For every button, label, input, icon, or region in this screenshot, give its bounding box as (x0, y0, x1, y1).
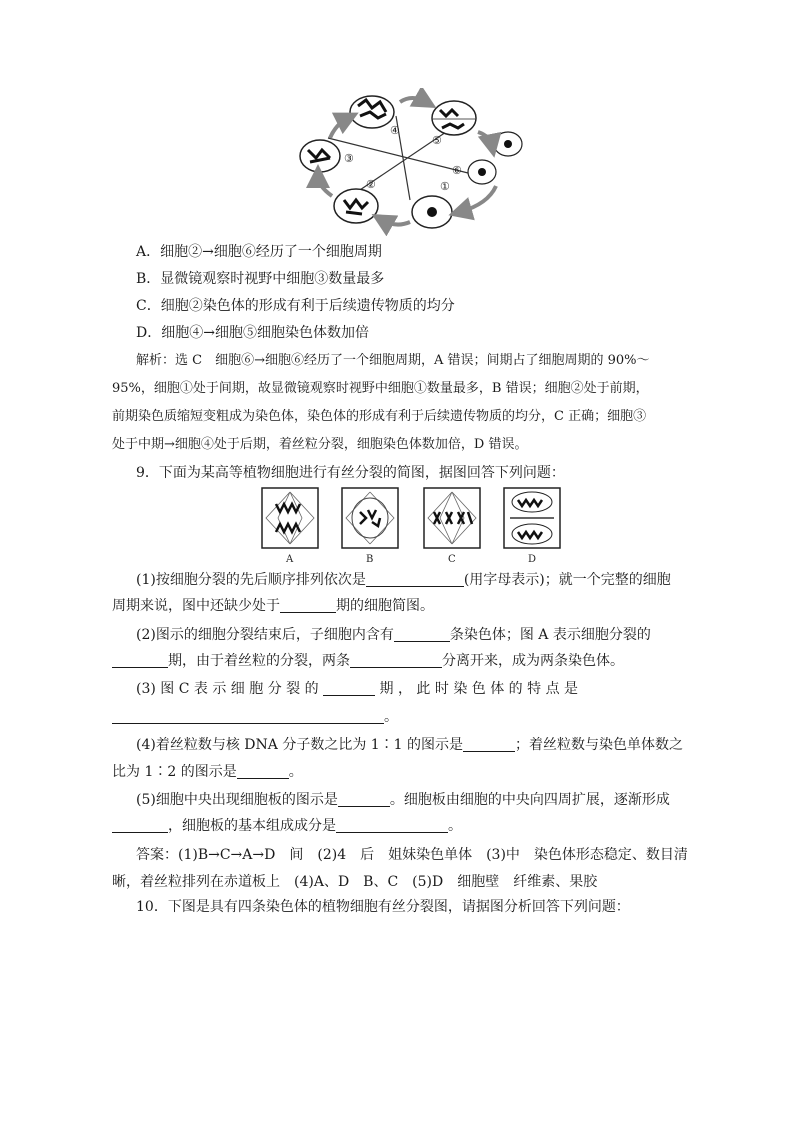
cell-1 (412, 196, 452, 228)
label-a: A (286, 554, 294, 565)
cell-4 (350, 96, 394, 128)
q9-stem: 9．下面为某高等植物细胞进行有丝分裂的简图，据图回答下列问题： (136, 465, 565, 481)
label-4: ④ (390, 124, 400, 137)
label-b: B (366, 554, 374, 565)
label-3: ③ (344, 152, 354, 165)
blank-3-feature[interactable] (112, 707, 384, 724)
option-c: C．细胞②染色体的形成有利于后续遗传物质的均分 (136, 298, 455, 314)
analysis-line-3: 前期染色质缩短变粗成为染色体，染色体的形成有利于后续遗传物质的均分，C 正确；细胞③ (112, 409, 647, 424)
label-5: ⑤ (432, 134, 442, 147)
blank-5-form[interactable] (112, 816, 168, 833)
q9-part4-line2: 比为 1∶2 的图示是 。 (112, 764, 303, 780)
label-d: D (528, 554, 537, 565)
option-a: A．细胞②→细胞⑥经历了一个细胞周期 (136, 244, 382, 260)
option-b: B．显微镜观察时视野中细胞③数量最多 (136, 271, 385, 287)
blank-5-composition[interactable] (336, 816, 448, 833)
q9-part1-line2: 周期来说，图中还缺少处于 期的细胞简图。 (112, 598, 434, 614)
q9-answer-line2: 晰，着丝粒排列在赤道板上 (4)A、D B、C (5)D 细胞壁 纤维素、果胶 (112, 874, 598, 890)
analysis-line-1: 解析：选 C 细胞⑥→细胞⑥经历了一个细胞周期，A 错误；间期占了细胞周期的 90%～ (136, 353, 650, 368)
q9-part3-line1: (3) 图 C 表 示 细 胞 分 裂 的 期 ， 此 时 染 色 体 的 特 点 是 (136, 681, 579, 697)
cell-2 (334, 189, 378, 223)
q9-part3-line2: 。 (112, 704, 398, 730)
cell-cycle-figure (292, 88, 538, 238)
analysis-line-4: 处于中期→细胞④处于后期，着丝粒分裂，细胞染色体数加倍，D 错误。 (112, 437, 528, 452)
blank-2-chromatid[interactable] (350, 651, 442, 668)
q9-answer-line1: 答案：(1)B→C→A→D 间 (2)4 后 姐妹染色单体 (3)中 染色体形态稳定、数目清 (136, 847, 688, 863)
cell-b (342, 488, 398, 565)
q9-part5-line1: (5)细胞中央出现细胞板的图示是 。细胞板由细胞的中央向四周扩展，逐渐形成 (136, 792, 670, 808)
blank-2-count[interactable] (394, 625, 450, 642)
q9-part2-line2: 期，由于着丝粒的分裂，两条 分离开来，成为两条染色体。 (112, 648, 624, 674)
blank-3-phase[interactable] (323, 679, 375, 696)
analysis-line-2: 95%，细胞①处于间期，故显微镜观察时视野中细胞①数量最多，B 错误；细胞②处于前期， (112, 381, 649, 396)
cell-3 (300, 140, 340, 172)
q9-part2-line1: (2)图示的细胞分裂结束后，子细胞内含有 条染色体；图 A 表示细胞分裂的 (136, 627, 651, 643)
label-6: ⑥ (452, 164, 462, 177)
blank-5-plate[interactable] (338, 790, 390, 807)
cell-d (504, 488, 560, 565)
cell-6 (468, 132, 522, 184)
label-1: ① (440, 180, 450, 193)
label-2: ② (366, 178, 376, 191)
cell-c (424, 488, 480, 565)
blank-2-phase[interactable] (112, 651, 168, 668)
q9-part4-line1: (4)着丝粒数与核 DNA 分子数之比为 1∶1 的图示是 ；着丝粒数与染色单体数之 (136, 737, 684, 753)
blank-4-ratio12[interactable] (237, 762, 289, 779)
cell-a (262, 488, 318, 565)
blank-1-order[interactable] (366, 570, 464, 587)
mitosis-figure (258, 486, 566, 566)
q10-stem: 10．下图是具有四条染色体的植物细胞有丝分裂图，请据图分析回答下列问题： (136, 899, 630, 915)
q9-part5-line2: ，细胞板的基本组成成分是 。 (112, 813, 462, 839)
label-c: C (448, 554, 456, 565)
q9-part1-line1: (1)按细胞分裂的先后顺序排列依次是 (用字母表示)；就一个完整的细胞 (136, 572, 671, 588)
blank-1-phase[interactable] (280, 596, 336, 613)
cell-5 (432, 101, 476, 135)
option-d: D．细胞④→细胞⑤细胞染色体数加倍 (136, 325, 369, 341)
blank-4-ratio11[interactable] (463, 735, 515, 752)
